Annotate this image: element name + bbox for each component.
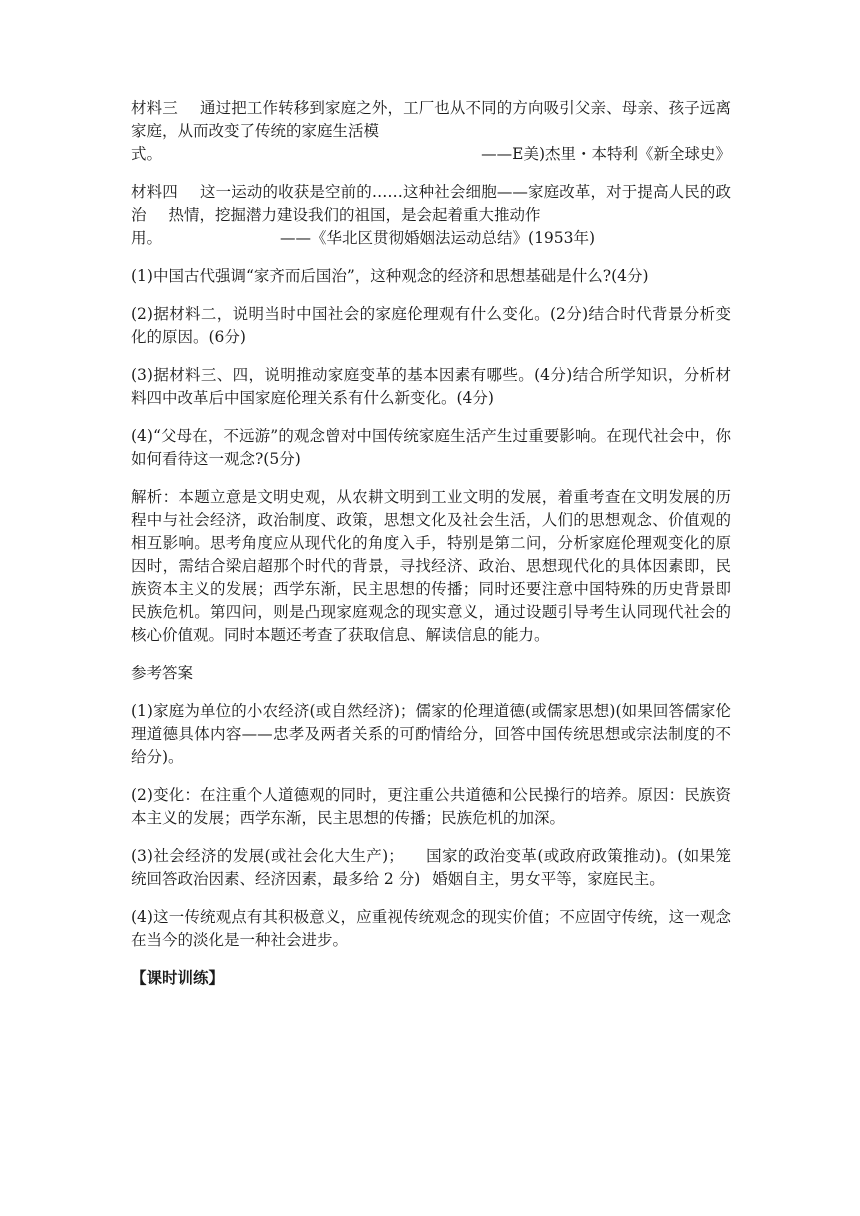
material-3-label: 材料三	[131, 99, 178, 117]
answer-2: (2)变化：在注重个人道德观的同时，更注重公共道德和公民操行的培养。原因：民族资本主义的发展；西学东渐，民主思想的传播；民族危机的加深。	[131, 786, 731, 827]
material-4	[131, 181, 731, 250]
material-4-tail: 用。	[131, 229, 163, 247]
material-3-tail: 式。	[131, 145, 163, 163]
question-3: (3)据材料三、四，说明推动家庭变革的基本因素有哪些。(4分)结合所学知识，分析材料四中改革后中国家庭伦理关系有什么新变化。(4分)	[131, 366, 731, 407]
question-2: (2)据材料二，说明当时中国社会的家庭伦理观有什么变化。(2分)结合时代背景分析变化的原因。(6分)	[131, 305, 731, 346]
material-3-source: ——E美)杰里・本特利《新全球史》	[481, 145, 731, 163]
material-4-text-b: 热情，挖掘潜力建设我们的祖国，是会起着重大推动作	[168, 206, 541, 224]
material-4-source-row	[131, 227, 731, 250]
material-4-source: ——《华北区贯彻婚姻法运动总结》(1953年)	[280, 229, 596, 247]
answer-1: (1)家庭为单位的小农经济(或自然经济)；儒家的伦理道德(或儒家思想)(如果回答儒家伦理道德具体内容——忠孝及两者关系的可酌情给分，回答中国传统思想或宗法制度的不给分)。	[131, 702, 731, 766]
answer-3	[131, 845, 731, 891]
answer-3-part-c: 婚姻自主，男女平等，家庭民主。	[432, 870, 665, 888]
answer-heading: 参考答案	[131, 664, 194, 682]
answer-3-part-a: (3)社会经济的发展(或社会化大生产)；	[131, 847, 404, 865]
section-heading: 【课时训练】	[131, 969, 225, 987]
material-4-text-a: 这一运动的收获是空前的……这种社会细胞——家庭改革，对于提高人民的政治	[131, 183, 731, 224]
material-3-text: 通过把工作转移到家庭之外，工厂也从不同的方向吸引父亲、母亲、孩子远离家庭，从而改变了传统的家庭生活模	[131, 99, 731, 140]
answer-4: (4)这一传统观点有其积极意义，应重视传统观念的现实价值；不应固守传统，这一观念在当今的淡化是一种社会进步。	[131, 908, 731, 949]
answer-3-part-b: 国家的政治变革(或政府政策推动)。(如果笼统回答政治因素、经济因素，最多给 2 分)	[131, 847, 731, 888]
document-content	[131, 97, 731, 1005]
question-4: (4)“父母在，不远游”的观念曾对中国传统家庭生活产生过重要影响。在现代社会中，你如何看待这一观念?(5分)	[131, 427, 731, 468]
question-1: (1)中国古代强调“家齐而后国治”，这种观念的经济和思想基础是什么?(4分)	[131, 267, 649, 285]
material-3	[131, 97, 731, 166]
material-3-source-row	[131, 143, 731, 166]
material-4-label: 材料四	[131, 183, 178, 201]
analysis-paragraph: 解析：本题立意是文明史观，从农耕文明到工业文明的发展，着重考查在文明发展的历程中与社会经济，政治制度、政策，思想文化及社会生活，人们的思想观念、价值观的相互影响。思考角度应从现代化的角度入手，特别是第二问，分析家庭伦理观变化的原因时，需结合梁启超那个时代的背景，寻找经济、政治、思想现代化的具体因素即，民族资本主义的发展；西学东渐，民主思想的传播；同时还要注意中国特殊的历史背景即民族危机。第四问，则是凸现家庭观念的现实意义，通过设题引导考生认同现代社会的核心价值观。同时本题还考查了获取信息、解读信息的能力。	[131, 488, 731, 644]
